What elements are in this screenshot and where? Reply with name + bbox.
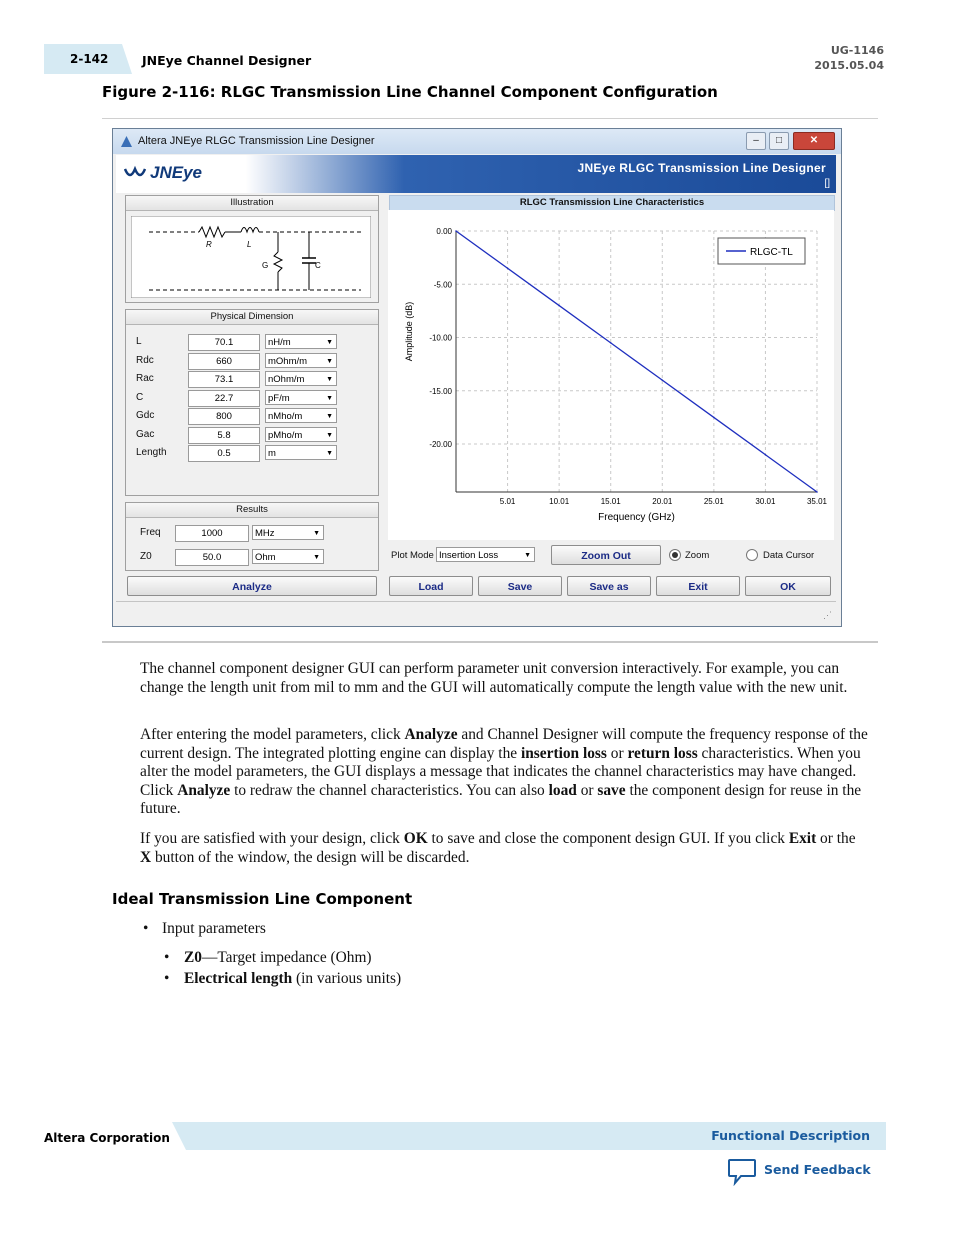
chevron-down-icon: ▼ (524, 552, 531, 559)
figure-bottom-rule (102, 641, 878, 643)
data-point (455, 230, 457, 232)
analyze-button[interactable]: Analyze (127, 576, 377, 596)
window-title: Altera JNEye RLGC Transmission Line Designer (138, 135, 375, 147)
plot-mode-select[interactable] (436, 547, 535, 562)
z0-field[interactable]: 50.0 (175, 549, 249, 566)
chevron-down-icon: ▼ (326, 413, 333, 420)
footer-section-link[interactable]: Functional Description (711, 1128, 870, 1143)
chevron-down-icon: ▼ (326, 394, 333, 402)
param-unit-select[interactable] (265, 371, 337, 386)
send-feedback-link[interactable]: Send Feedback (764, 1162, 871, 1177)
save-as-button[interactable]: Save as (567, 576, 651, 596)
exit-button[interactable]: Exit (656, 576, 740, 596)
x-axis-label: Frequency (GHz) (598, 512, 675, 523)
chevron-down-icon: ▼ (313, 530, 320, 537)
figure-caption: Figure 2-116: RLGC Transmission Line Channel Component Configuration (102, 83, 718, 101)
param-unit-select[interactable] (265, 408, 337, 423)
y-tick-label: -20.00 (429, 440, 452, 450)
data-point (610, 342, 612, 344)
param-unit-value: pMho/m (268, 429, 303, 441)
chart-title: RLGC Transmission Line Characteristics (389, 195, 835, 211)
data-point (661, 379, 663, 381)
x-tick-label: 10.01 (549, 497, 570, 506)
banner-bracket: [] (824, 178, 830, 189)
param-value-field[interactable]: 800 (188, 408, 260, 425)
chevron-down-icon: ▼ (313, 554, 320, 561)
minimize-button[interactable]: – (746, 132, 766, 150)
physical-dimension-header: Physical Dimension (126, 310, 378, 325)
paragraph-2: After entering the model parameters, click Analyze and Channel Designer will compute the frequency response of the current design. The integrated plotting engine can display the insertion loss or return loss characteristics. When you alter the model parameters, the GUI displays a message that indicates the channel characteristics may have changed. Click Analyze to redraw the channel characteristics. You can also load or save the component design for reuse in the future. (140, 726, 868, 818)
chevron-down-icon: ▼ (326, 376, 333, 383)
chevron-down-icon: ▼ (326, 450, 333, 457)
plot-mode-label: Plot Mode (391, 550, 434, 561)
param-value-field[interactable]: 73.1 (188, 371, 260, 388)
results-panel (125, 502, 379, 571)
param-value-field[interactable]: 5.8 (188, 427, 260, 444)
y-tick-label: 0.00 (436, 227, 452, 236)
chevron-down-icon: ▼ (326, 431, 333, 439)
data-point (507, 267, 509, 269)
freq-unit-select[interactable] (252, 525, 324, 540)
param-label: Length (136, 447, 167, 458)
param-value-field[interactable]: 22.7 (188, 390, 260, 407)
z0-label: Z0 (140, 551, 152, 562)
app-banner (116, 155, 836, 193)
param-unit-value: nOhm/m (268, 374, 305, 385)
data-cursor-radio-label: Data Cursor (763, 550, 815, 561)
illustration-header: Illustration (126, 196, 378, 211)
param-unit-value: nH/m (268, 337, 291, 348)
series-line-rlgc-tl (456, 231, 817, 492)
doc-id-block (814, 43, 884, 73)
param-unit-select[interactable] (265, 353, 337, 368)
x-tick-label: 30.01 (755, 497, 776, 506)
z0-unit-value: Ohm (255, 552, 276, 563)
zoom-radio-label: Zoom (685, 550, 710, 561)
param-label: Gdc (136, 410, 155, 421)
y-tick-label: -5.00 (433, 280, 452, 290)
chart-area[interactable] (388, 210, 834, 540)
illustration-panel (125, 195, 379, 303)
rlgc-circuit-diagram (131, 216, 371, 298)
feedback-icon[interactable] (727, 1158, 757, 1186)
data-point (713, 417, 715, 419)
chevron-down-icon: ▼ (326, 357, 333, 365)
param-label: Rdc (136, 354, 154, 366)
chart-svg[interactable] (388, 210, 834, 540)
resize-grip-icon[interactable]: ⋰ (823, 610, 832, 620)
param-unit-select[interactable] (265, 427, 337, 442)
param-value-field[interactable]: 660 (188, 353, 260, 370)
plot-mode-value: Insertion Loss (439, 550, 499, 561)
x-tick-label: 35.01 (806, 497, 828, 506)
z0-unit-select[interactable] (252, 549, 324, 564)
results-header: Results (126, 503, 378, 518)
app-logo-text: JNEye (150, 163, 202, 182)
data-cursor-radio[interactable] (746, 549, 758, 561)
app-icon (120, 135, 133, 148)
y-tick-label: -15.00 (429, 386, 452, 396)
figure-top-rule (102, 118, 878, 119)
status-bar (116, 601, 836, 623)
y-axis-label: Amplitude (dB) (404, 301, 414, 362)
ok-button[interactable]: OK (745, 576, 831, 596)
param-value-field[interactable]: 70.1 (188, 334, 260, 351)
param-unit-value: nMho/m (268, 411, 303, 422)
param-unit-value: mOhm/m (268, 355, 308, 367)
param-unit-value: m (268, 448, 276, 459)
section-heading: Ideal Transmission Line Component (112, 890, 413, 908)
doc-id: UG-1146 (830, 44, 884, 57)
close-button[interactable]: ✕ (793, 132, 835, 150)
param-label: C (136, 391, 144, 403)
x-tick-label: 5.01 (499, 497, 516, 506)
window-titlebar[interactable] (113, 129, 841, 154)
x-tick-label: 15.01 (600, 497, 621, 506)
maximize-button[interactable]: □ (769, 132, 789, 150)
inductor-label: L (247, 240, 252, 249)
banner-title: JNEye RLGC Transmission Line Designer (577, 161, 826, 175)
param-label: L (136, 336, 142, 347)
save-button[interactable]: Save (478, 576, 562, 596)
capacitance-label: C (315, 261, 321, 270)
freq-unit-value: MHz (255, 528, 275, 539)
freq-field[interactable]: 1000 (175, 525, 249, 542)
footer-company: Altera Corporation (44, 1131, 170, 1145)
resistor-label: R (206, 240, 212, 249)
y-tick-label: -10.00 (429, 333, 452, 343)
load-button[interactable]: Load (389, 576, 473, 596)
zoom-radio-dot (672, 552, 678, 558)
app-window (112, 128, 842, 627)
paragraph-3: If you are satisfied with your design, click OK to save and close the component design GUI. If you click Exit or the X button of the window, the design will be discarded. (140, 830, 856, 866)
x-tick-label: 20.01 (652, 497, 673, 506)
doc-date: 2015.05.04 (814, 59, 884, 72)
zoom-radio[interactable] (669, 549, 681, 561)
paragraph-1: The channel component designer GUI can perform parameter unit conversion interactively. For example, you can change the length unit from mil to mm and the GUI will automatically compute the length value with the new unit. (140, 660, 848, 696)
freq-label: Freq (140, 527, 161, 538)
bullet-marker: • (143, 920, 149, 937)
param-unit-select[interactable] (265, 390, 337, 405)
sub-bullet-marker: • (164, 970, 170, 987)
legend-label: RLGC-TL (750, 247, 793, 258)
conductance-label: G (262, 261, 269, 270)
jneye-logo-icon (124, 165, 146, 183)
param-unit-select[interactable] (265, 445, 337, 460)
param-unit-value: pF/m (268, 392, 290, 404)
sub-bullet-z0: Z0—Target impedance (Ohm) (184, 949, 372, 966)
param-label: Gac (136, 428, 155, 440)
param-unit-select[interactable] (265, 334, 337, 349)
page-number: 2-142 (70, 52, 109, 66)
param-label: Rac (136, 373, 154, 384)
section-title: JNEye Channel Designer (142, 53, 312, 68)
data-point (765, 454, 767, 456)
data-point (558, 305, 560, 307)
physical-dimension-panel (125, 309, 379, 496)
param-value-field[interactable]: 0.5 (188, 445, 260, 462)
zoom-out-button[interactable]: Zoom Out (551, 545, 661, 565)
chevron-down-icon: ▼ (326, 339, 333, 346)
bullet-input-parameters: Input parameters (162, 920, 266, 937)
sub-bullet-electrical-length: Electrical length (in various units) (184, 970, 402, 987)
data-point (816, 491, 818, 493)
sub-bullet-marker: • (164, 949, 170, 966)
x-tick-label: 25.01 (703, 497, 724, 506)
